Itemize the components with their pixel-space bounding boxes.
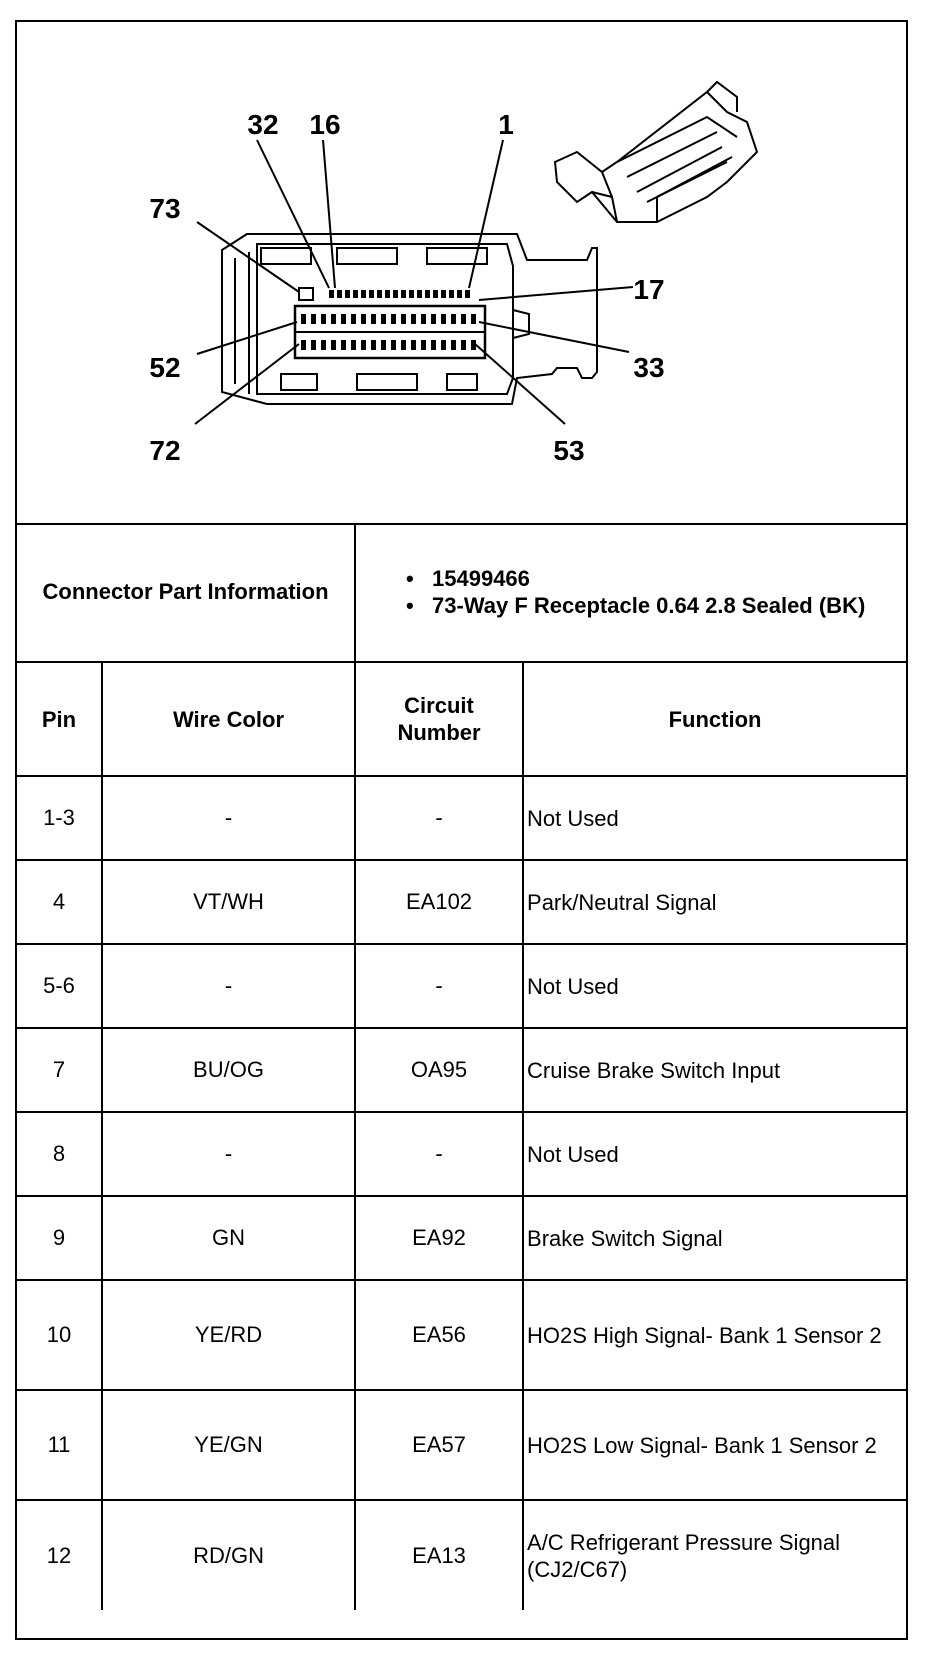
connector-info-row	[17, 523, 906, 662]
pin-cavities	[301, 290, 476, 350]
cell-circuit: EA56	[355, 1280, 523, 1390]
connector-diagram	[17, 22, 906, 525]
header-wire-color: Wire Color	[102, 662, 355, 776]
table-row	[17, 1390, 906, 1500]
cell-wire-color: -	[102, 1112, 355, 1196]
callout-72: 72	[149, 435, 181, 466]
cell-wire-color: -	[102, 776, 355, 860]
table-row	[17, 944, 906, 1028]
cell-pin: 12	[17, 1500, 102, 1610]
table-row	[17, 1280, 906, 1390]
cell-function: Cruise Brake Switch Input	[523, 1028, 906, 1112]
connector-description: • 73-Way F Receptacle 0.64 2.8 Sealed (BK)	[406, 592, 906, 619]
header-circuit-number	[355, 662, 523, 776]
connector-isometric	[555, 82, 757, 222]
cell-pin: 4	[17, 860, 102, 944]
connector-info-label: Connector Part Information	[17, 523, 355, 662]
table-row	[17, 1500, 906, 1610]
cell-function: A/C Refrigerant Pressure Signal (CJ2/C67)	[523, 1500, 906, 1610]
header-circuit-number-text: Circuit Number	[397, 693, 481, 745]
cell-function: HO2S Low Signal- Bank 1 Sensor 2	[523, 1390, 906, 1500]
cell-function: Not Used	[523, 944, 906, 1028]
cell-circuit: -	[355, 1112, 523, 1196]
connector-drawing	[17, 22, 906, 523]
connector-part-number: • 15499466	[406, 565, 906, 592]
cell-circuit: EA13	[355, 1500, 523, 1610]
callout-73: 73	[149, 193, 181, 224]
cell-function: Brake Switch Signal	[523, 1196, 906, 1280]
cell-pin: 10	[17, 1280, 102, 1390]
pinout-table	[17, 523, 906, 1610]
leader-lines	[195, 140, 633, 424]
table-header-row	[17, 662, 906, 776]
cell-pin: 8	[17, 1112, 102, 1196]
callout-53: 53	[553, 435, 585, 466]
cell-wire-color: BU/OG	[102, 1028, 355, 1112]
table-row	[17, 860, 906, 944]
cell-wire-color: -	[102, 944, 355, 1028]
cell-circuit: -	[355, 944, 523, 1028]
cell-pin: 9	[17, 1196, 102, 1280]
cell-function: Not Used	[523, 1112, 906, 1196]
callout-32: 32	[247, 109, 279, 140]
header-pin: Pin	[17, 662, 102, 776]
table-row	[17, 1028, 906, 1112]
cell-pin: 7	[17, 1028, 102, 1112]
connector-sheet	[15, 20, 908, 1640]
cell-wire-color: YE/GN	[102, 1390, 355, 1500]
cell-wire-color: VT/WH	[102, 860, 355, 944]
cell-function: Park/Neutral Signal	[523, 860, 906, 944]
table-row	[17, 776, 906, 860]
callout-52: 52	[149, 352, 181, 383]
callout-16: 16	[309, 109, 341, 140]
connector-face	[222, 234, 597, 404]
table-row	[17, 1196, 906, 1280]
callout-17: 17	[633, 274, 665, 305]
callout-33: 33	[633, 352, 665, 383]
cell-wire-color: GN	[102, 1196, 355, 1280]
cell-pin: 1-3	[17, 776, 102, 860]
cell-pin: 5-6	[17, 944, 102, 1028]
header-function: Function	[523, 662, 906, 776]
cell-circuit: EA92	[355, 1196, 523, 1280]
cell-function: HO2S High Signal- Bank 1 Sensor 2	[523, 1280, 906, 1390]
cell-pin: 11	[17, 1390, 102, 1500]
connector-info-values	[355, 523, 906, 662]
cell-function: Not Used	[523, 776, 906, 860]
cell-circuit: -	[355, 776, 523, 860]
cell-circuit: EA102	[355, 860, 523, 944]
cell-circuit: EA57	[355, 1390, 523, 1500]
cell-wire-color: YE/RD	[102, 1280, 355, 1390]
cell-wire-color: RD/GN	[102, 1500, 355, 1610]
callout-1: 1	[498, 109, 514, 140]
cell-circuit: OA95	[355, 1028, 523, 1112]
table-row	[17, 1112, 906, 1196]
